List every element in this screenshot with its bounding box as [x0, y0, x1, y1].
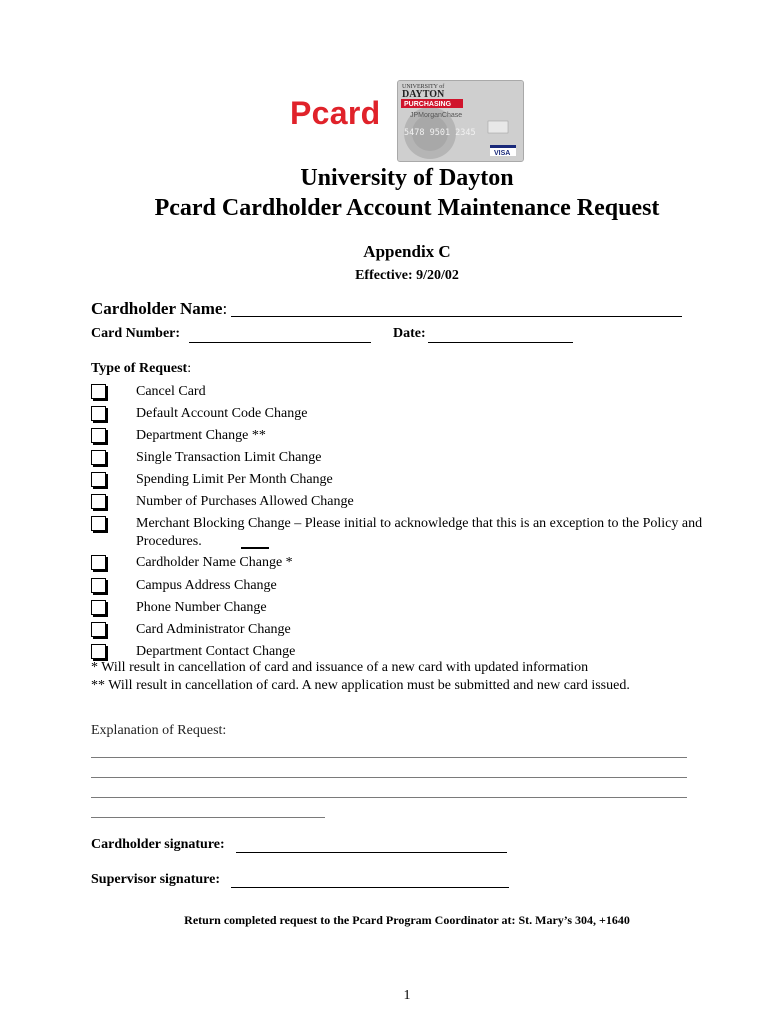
request-option-label: Campus Address Change	[136, 578, 277, 593]
checkbox-icon[interactable]	[91, 472, 106, 487]
explanation-line-2[interactable]	[91, 777, 687, 778]
request-option-label: Single Transaction Limit Change	[136, 450, 322, 465]
date-field[interactable]	[428, 342, 573, 343]
checkbox-icon[interactable]	[91, 384, 106, 399]
note-single-star: * Will result in cancellation of card and issuance of a new card with updated information	[91, 660, 589, 675]
card-bank-text: JPMorganChase	[410, 112, 463, 119]
request-option-label: Merchant Blocking Change – Please initial to acknowledge that this is an exception to the Policy and Procedures.	[136, 516, 703, 549]
checkbox-icon[interactable]	[91, 555, 106, 570]
checkbox-icon[interactable]	[91, 622, 106, 637]
card-purchasing-text: PURCHASING	[404, 101, 452, 108]
explanation-label: Explanation of Request:	[91, 723, 227, 738]
supervisor-signature-label: Supervisor signature:	[91, 872, 220, 887]
request-option-label: Default Account Code Change	[136, 406, 308, 421]
request-option-label: Card Administrator Change	[136, 622, 291, 637]
university-title: University of Dayton	[300, 165, 514, 191]
return-instructions: Return completed request to the Pcard Program Coordinator at: St. Mary’s 304, +1640	[184, 913, 630, 927]
explanation-line-3[interactable]	[91, 797, 687, 798]
cardholder-name-field[interactable]	[231, 316, 682, 317]
request-option-label: Phone Number Change	[136, 600, 267, 615]
checkbox-icon[interactable]	[91, 450, 106, 465]
visa-logo-text: VISA	[494, 150, 511, 157]
card-dayton-text: DAYTON	[402, 89, 445, 100]
card-number-text: 5478 9501 2345	[404, 128, 476, 138]
checkbox-icon[interactable]	[91, 516, 106, 531]
request-option-label: Spending Limit Per Month Change	[136, 472, 333, 487]
cardholder-signature-field[interactable]	[236, 852, 507, 853]
checkbox-icon[interactable]	[91, 578, 106, 593]
effective-date: Effective: 9/20/02	[355, 268, 459, 283]
type-of-request-heading: Type of Request:	[91, 361, 192, 376]
date-label: Date:	[393, 326, 426, 341]
request-option-label: Number of Purchases Allowed Change	[136, 494, 354, 509]
request-option-label: Department Contact Change	[136, 644, 296, 659]
explanation-line-1[interactable]	[91, 757, 687, 758]
note-double-star: ** Will result in cancellation of card. A new application must be submitted and new card issued.	[91, 678, 630, 693]
explanation-line-4[interactable]	[91, 817, 325, 818]
card-graphic	[398, 81, 523, 161]
merchant-blocking-initial-field[interactable]	[241, 547, 269, 549]
purchasing-card-image	[397, 80, 524, 162]
request-option-label: Cancel Card	[136, 384, 206, 399]
supervisor-signature-field[interactable]	[231, 887, 509, 888]
card-number-label: Card Number:	[91, 326, 181, 341]
cardholder-name-label: Cardholder Name	[91, 299, 223, 318]
form-title: Pcard Cardholder Account Maintenance Request	[154, 195, 660, 221]
checkbox-icon[interactable]	[91, 406, 106, 421]
checkbox-icon[interactable]	[91, 428, 106, 443]
card-university-text: UNIVERSITY of	[402, 84, 445, 90]
checkbox-icon[interactable]	[91, 600, 106, 615]
pcard-logo-text: Pcard	[290, 95, 381, 131]
checkbox-icon[interactable]	[91, 494, 106, 509]
checkbox-icon[interactable]	[91, 644, 106, 659]
page-number: 1	[403, 988, 411, 1003]
request-option-label: Department Change **	[136, 428, 266, 443]
appendix-label: Appendix C	[363, 242, 451, 261]
cardholder-name-row: Cardholder Name:	[91, 299, 228, 318]
request-option-label: Cardholder Name Change *	[136, 555, 293, 570]
cardholder-signature-label: Cardholder signature:	[91, 837, 225, 852]
card-number-field[interactable]	[189, 342, 371, 343]
